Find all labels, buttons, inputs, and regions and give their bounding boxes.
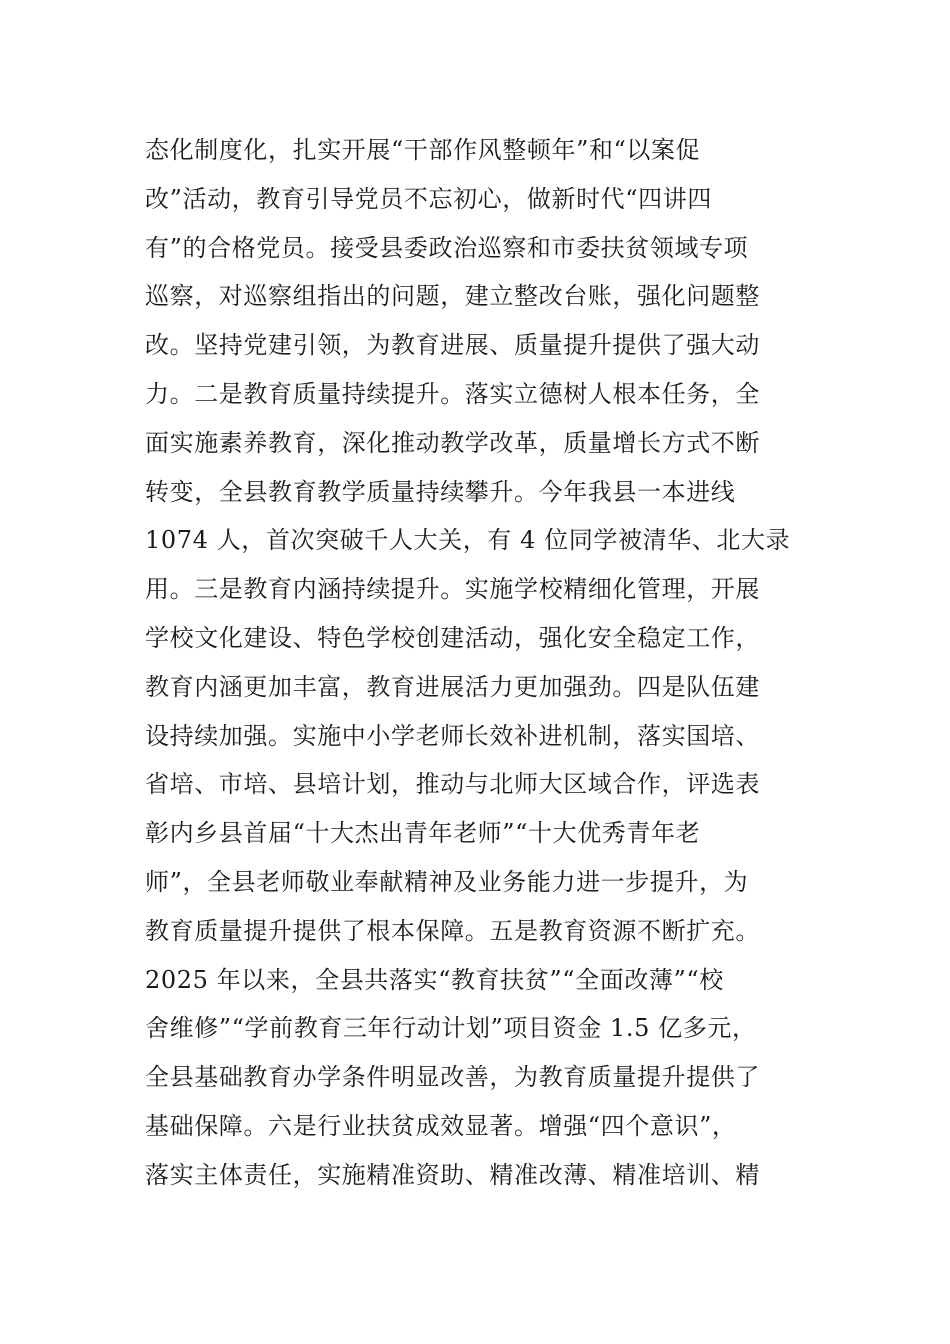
text-line-10: 用。三是教育内涵持续提升。实施学校精细化管理，开展 — [145, 575, 760, 604]
text-line-6: 力。二是教育质量持续提升。落实立德树人根本任务，全 — [145, 379, 760, 408]
text-line-5: 改。坚持党建引领，为教育进展、质量提升提供了强大动 — [145, 331, 760, 360]
text-line-2: 改”活动，教育引导党员不忘初心，做新时代“四讲四 — [145, 184, 712, 213]
text-line-14: 省培、市培、县培计划，推动与北师大区域合作，评选表 — [145, 770, 760, 799]
text-line-17: 教育质量提升提供了根本保障。五是教育资源不断扩充。 — [145, 916, 760, 945]
text-line-3: 有”的合格党员。接受县委政治巡察和市委扶贫领域专项 — [145, 233, 749, 262]
text-line-4: 巡察，对巡察组指出的问题，建立整改台账，强化问题整 — [145, 282, 760, 311]
text-line-15: 彰内乡县首届“十大杰出青年老师”“十大优秀青年老 — [145, 819, 701, 848]
text-line-12: 教育内涵更加丰富，教育进展活力更加强劲。四是队伍建 — [145, 672, 760, 701]
text-line-19: 舍维修”“学前教育三年行动计划”项目资金 1.5 亿多元， — [145, 1014, 757, 1043]
text-line-22: 落实主体责任，实施精准资助、精准改薄、精准培训、精 — [145, 1160, 760, 1189]
text-line-13: 设持续加强。实施中小学老师长效补进机制，落实国培、 — [145, 721, 760, 750]
text-line-9: 1074 人，首次突破千人大关，有 4 位同学被清华、北大录 — [145, 526, 791, 555]
text-line-1: 态化制度化，扎实开展“干部作风整顿年”和“以案促 — [145, 136, 701, 164]
text-line-7: 面实施素养教育，深化推动教学改革，质量增长方式不断 — [145, 428, 760, 457]
text-line-20: 全县基础教育办学条件明显改善，为教育质量提升提供了 — [145, 1063, 760, 1092]
text-line-8: 转变，全县教育教学质量持续攀升。今年我县一本进线 — [145, 477, 736, 506]
text-line-21: 基础保障。六是行业扶贫成效显著。增强“四个意识”， — [145, 1111, 737, 1140]
body-text — [145, 126, 835, 1200]
text-line-11: 学校文化建设、特色学校创建活动，强化安全稳定工作， — [145, 623, 760, 652]
text-line-16: 师”，全县老师敬业奉献精神及业务能力进一步提升，为 — [145, 867, 749, 896]
text-line-18: 2025 年以来，全县共落实“教育扶贫”“全面改薄”“校 — [145, 965, 724, 994]
